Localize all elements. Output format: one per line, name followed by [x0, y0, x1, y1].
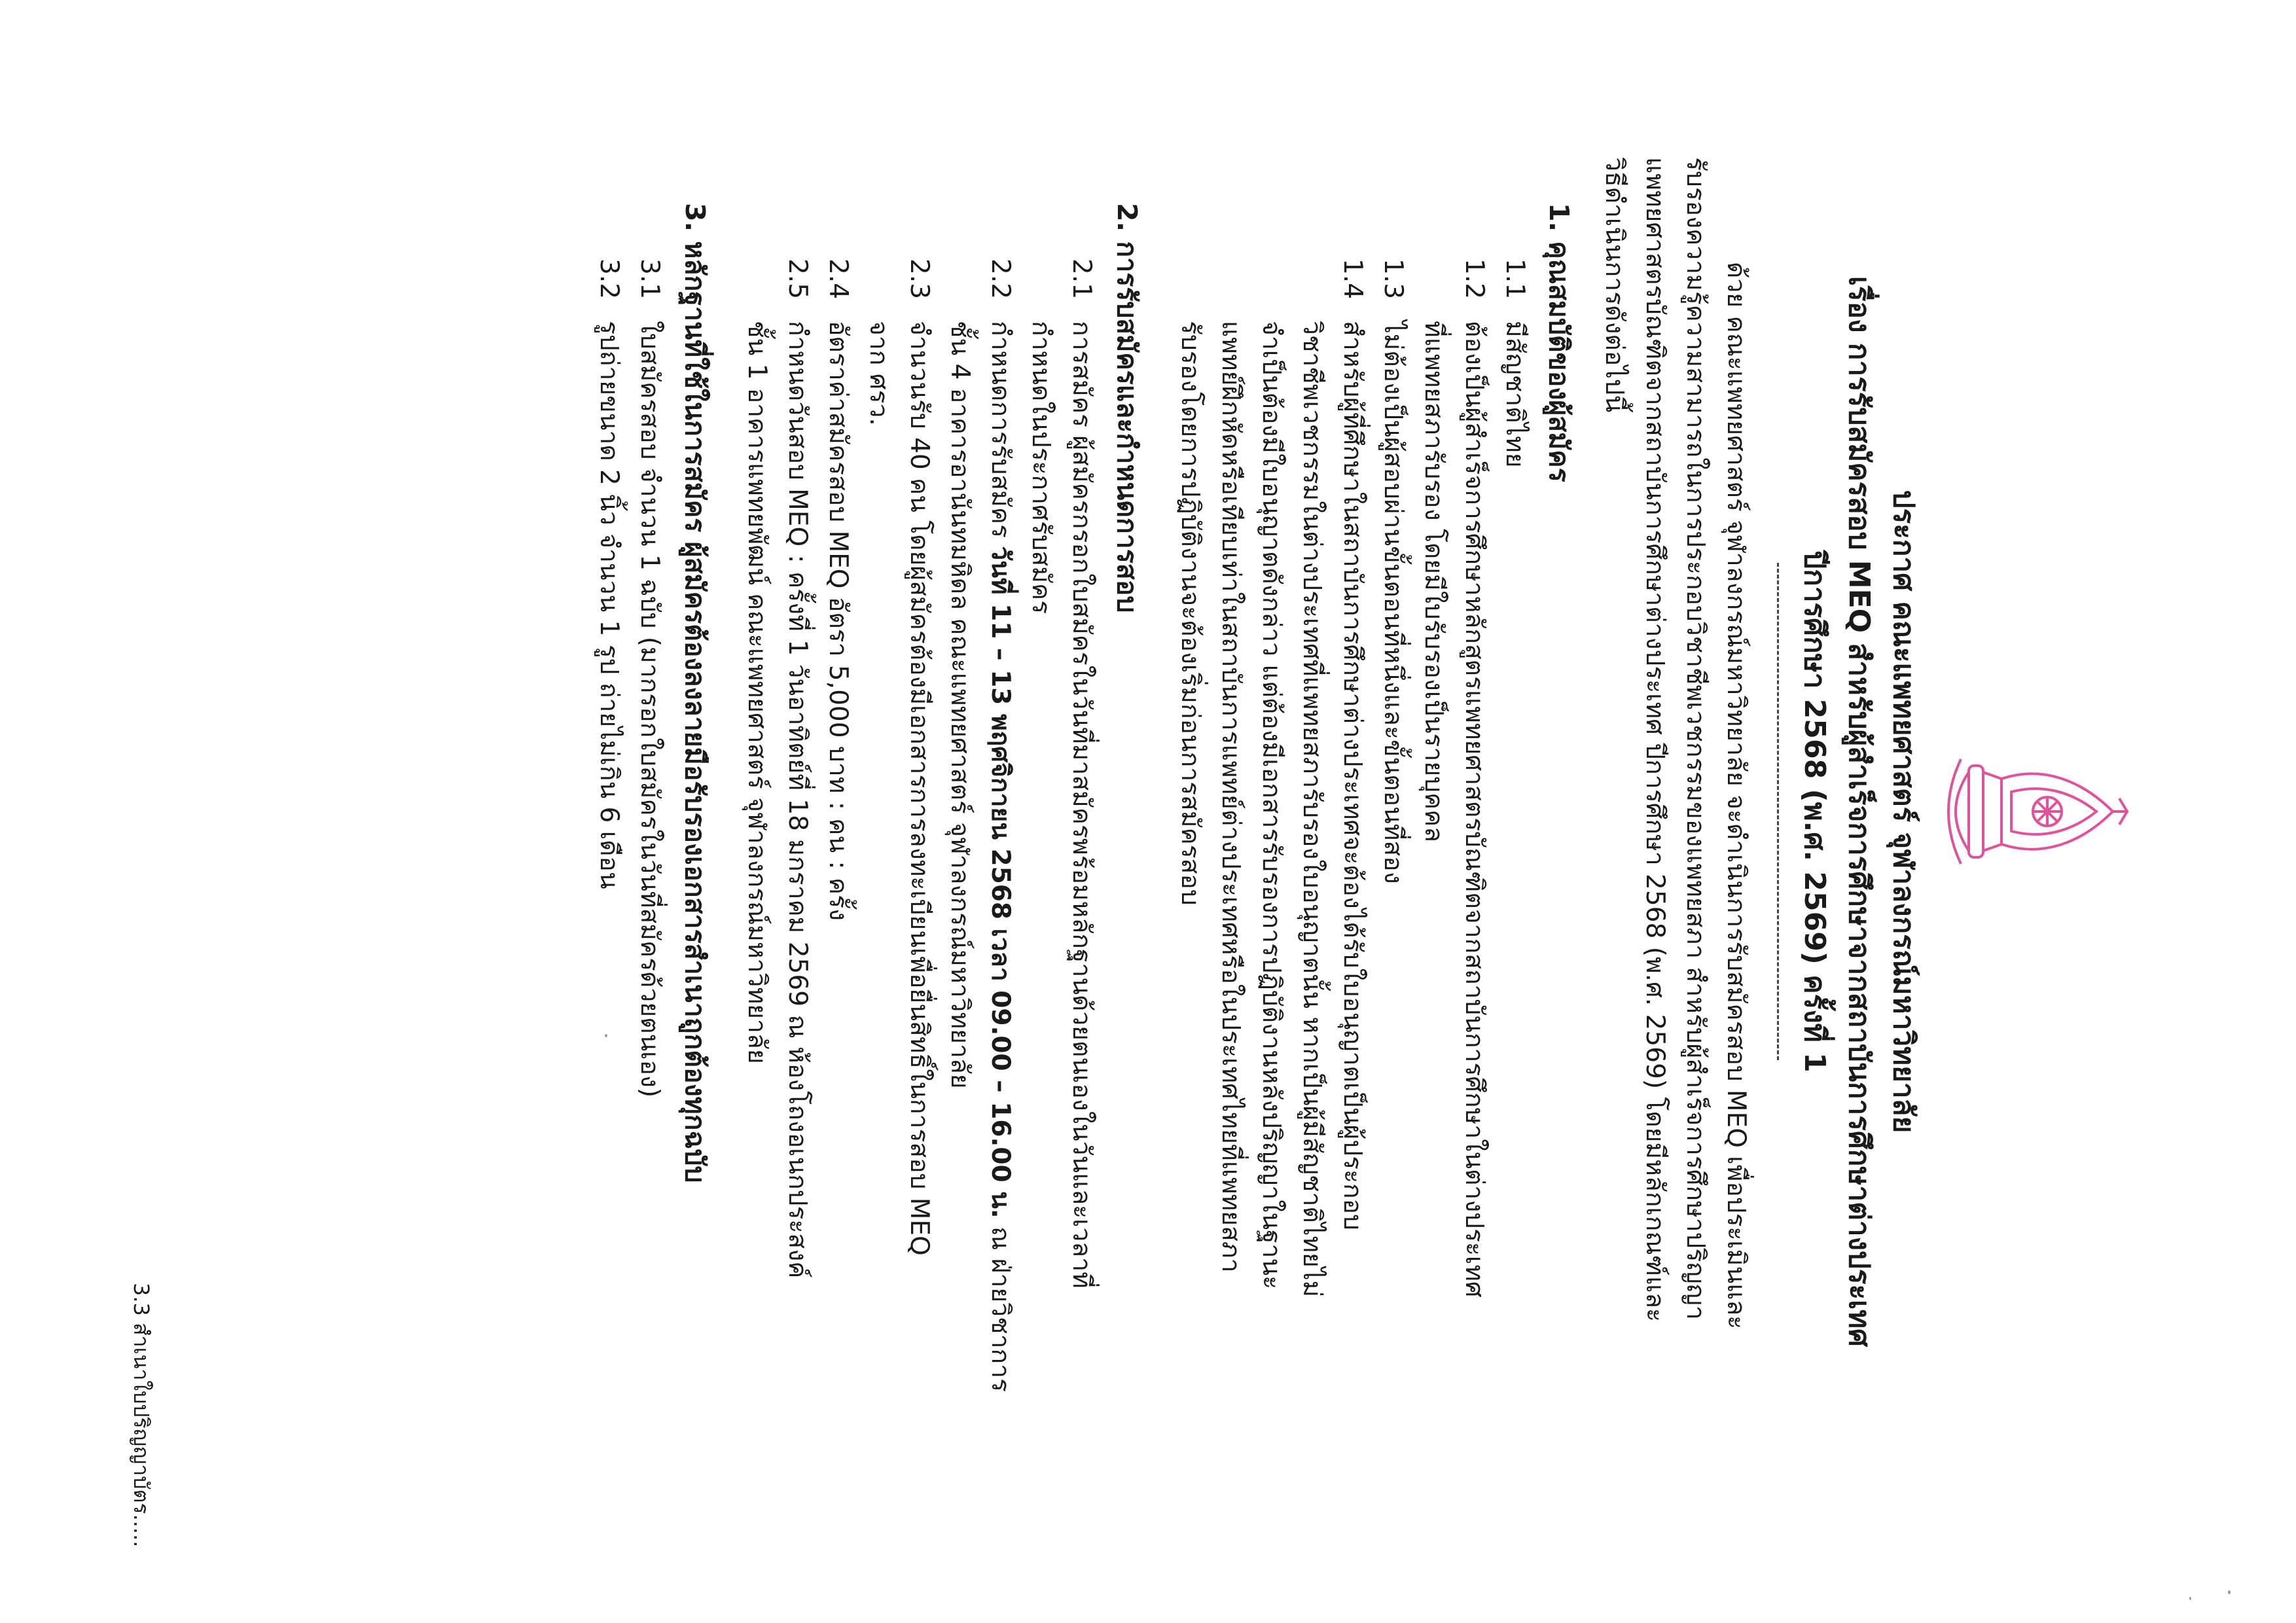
chulalongkorn-seal-icon — [1936, 733, 2132, 890]
document-title-line-2: เรื่อง การรับสมัครสอบ MEQ สำหรับผู้สำเร็จการศึกษาจากสถาบันการศึกษาต่างประเทศ — [1842, 276, 1876, 1347]
section-2-heading: 2. การรับสมัครและกำหนดการสอบ — [1111, 203, 1143, 613]
item-text: อัตราค่าสมัครสอบ MEQ อัตรา 5,000 บาท : คน : ครั้ง — [823, 321, 853, 921]
item-text: กำหนดวันสอบ MEQ : ครั้งที่ 1 วันอาทิตย์ที่ 18 มกราคม 2569 ณ ห้องโถงอเนกประสงค์ — [783, 321, 812, 1279]
section-3-heading: 3. หลักฐานที่ใช้ในการสมัคร ผู้สมัครต้องลงลายมือรับรองเอกสารสำเนาถูกต้องทุกฉบับ — [679, 203, 711, 1183]
item-text — [983, 321, 1017, 1392]
item-text: สำหรับผู้ที่ศึกษาในสถาบันการศึกษาต่างประเทศจะต้องได้รับใบอนุญาตเป็นผู้ประกอบ — [1338, 321, 1367, 1230]
registration-date-range: วันที่ 11 – 13 พฤศจิกายน 2568 เวลา 09.00 – 16.00 น. — [986, 546, 1015, 1219]
page-continuation-note: 3.3 สำเนาใบปริญญาบัตร..... — [129, 1283, 154, 1548]
intro-line-1: ด้วย คณะแพทยศาสตร์ จุฬาลงกรณ์มหาวิทยาลัย จะดำเนินการรับสมัครสอบ MEQ เพื่อประเมินและ — [1721, 262, 1751, 1330]
item-text: จาก ศรว. — [864, 321, 893, 426]
item-text: ชั้น 4 อาคารอานันทมหิดล คณะแพทยศาสตร์ จุฬาลงกรณ์มหาวิทยาลัย — [945, 321, 975, 1089]
item-number: 3.1 — [635, 259, 664, 300]
item-number: 2.1 — [1067, 259, 1096, 300]
item-number: 1.2 — [1460, 259, 1489, 300]
item-number: 2.3 — [905, 259, 934, 300]
item-text: ใบสมัครสอบ จำนวน 1 ฉบับ (มากรอกใบสมัครในวันที่สมัครด้วยตนเอง) — [635, 321, 664, 1098]
item-text: รับรองโดยการปฏิบัติงานจะต้องเริ่มก่อนการสมัครสอบ — [1175, 321, 1205, 906]
item-number: 1.1 — [1500, 259, 1530, 300]
document-title-line-1: ประกาศ คณะแพทยศาสตร์ จุฬาลงกรณ์มหาวิทยาลัย — [1887, 490, 1920, 1133]
scan-speck — [2228, 1590, 2231, 1594]
item-text: แพทย์ฝึกหัดหรือเทียบเท่าในสถาบันการแพทย์ต่างประเทศหรือในประเทศไทยที่แพทยสภา — [1216, 321, 1246, 1273]
item-number: 1.3 — [1378, 259, 1408, 300]
item-number: 2.4 — [823, 259, 853, 300]
document-title-line-3: ปีการศึกษา 2568 (พ.ศ. 2569) ครั้งที่ 1 — [1798, 550, 1831, 1073]
scan-speck — [605, 1034, 607, 1037]
item-text: ชั้น 1 อาคารแพทยพัฒน์ คณะแพทยศาสตร์ จุฬาลงกรณ์มหาวิทยาลัย — [742, 321, 772, 1064]
item-text: ต้องเป็นผู้สำเร็จการศึกษาหลักสูตรแพทยศาสตรบัณฑิตจากสถาบันการศึกษาในต่างประเทศ — [1460, 321, 1489, 1298]
item-number: 1.4 — [1338, 259, 1367, 300]
item-text: การสมัคร ผู้สมัครกรอกใบสมัครในวันที่มาสมัครพร้อมหลักฐานด้วยตนเองในวันและเวลาที่ — [1067, 321, 1096, 1289]
item-number: 2.5 — [783, 259, 812, 300]
item-text: จำนวนรับ 40 คน โดยผู้สมัครต้องมีเอกสารการลงทะเบียนเพื่อยื่นสิทธิ์ในการสอบ MEQ — [905, 321, 934, 1256]
item-text: จำเป็นต้องมีใบอนุญาตดังกล่าว แต่ต้องมีเอกสารรับรองการปฏิบัติงานหลังปริญญาในฐานะ — [1257, 321, 1286, 1290]
item-text: รูปถ่ายขนาด 2 นิ้ว จำนวน 1 รูป ถ่ายไม่เกิน 6 เดือน — [594, 321, 624, 889]
item-number: 3.2 — [594, 259, 624, 300]
intro-line-2: รับรองความรู้ความสามารถในการประกอบวิชาชีพเวชกรรมของแพทยสภา สำหรับผู้สำเร็จการศึกษาปริญญา — [1681, 157, 1710, 1320]
section-1-heading: 1. คุณสมบัติของผู้สมัคร — [1543, 203, 1575, 482]
item-text: วิชาชีพเวชกรรมในต่างประเทศที่แพทยสภารับรองใบอนุญาตนั้น หากเป็นผู้มีสัญชาติไทยไม่ — [1297, 321, 1327, 1298]
item-text: กำหนดในประกาศรับสมัคร — [1026, 321, 1056, 615]
title-divider — [1777, 563, 1779, 1060]
item-text: ไม่ต้องเป็นผู้สอบผ่านขั้นตอนที่หนึ่งและขั้นตอนที่สอง — [1378, 321, 1408, 884]
item-text-post: ณ ฝ่ายวิชาการ — [986, 1218, 1015, 1392]
item-number: 2.2 — [986, 259, 1015, 300]
item-text: มีสัญชาติไทย — [1500, 321, 1530, 468]
intro-line-3: แพทยศาสตรบัณฑิตจากสถาบันการศึกษาต่างประเทศ ปีการศึกษา 2568 (พ.ศ. 2569) โดยมีหลักเกณฑ์และ — [1640, 157, 1670, 1322]
intro-line-4: วิธีดำเนินการดังต่อไปนี้ — [1600, 157, 1629, 413]
item-text: ที่แพทยสภารับรอง โดยมีใบรับรองเป็นรายบุคคล — [1419, 321, 1448, 843]
scan-speck — [2189, 1597, 2191, 1600]
item-text-pre: กำหนดการรับสมัคร — [986, 321, 1015, 546]
